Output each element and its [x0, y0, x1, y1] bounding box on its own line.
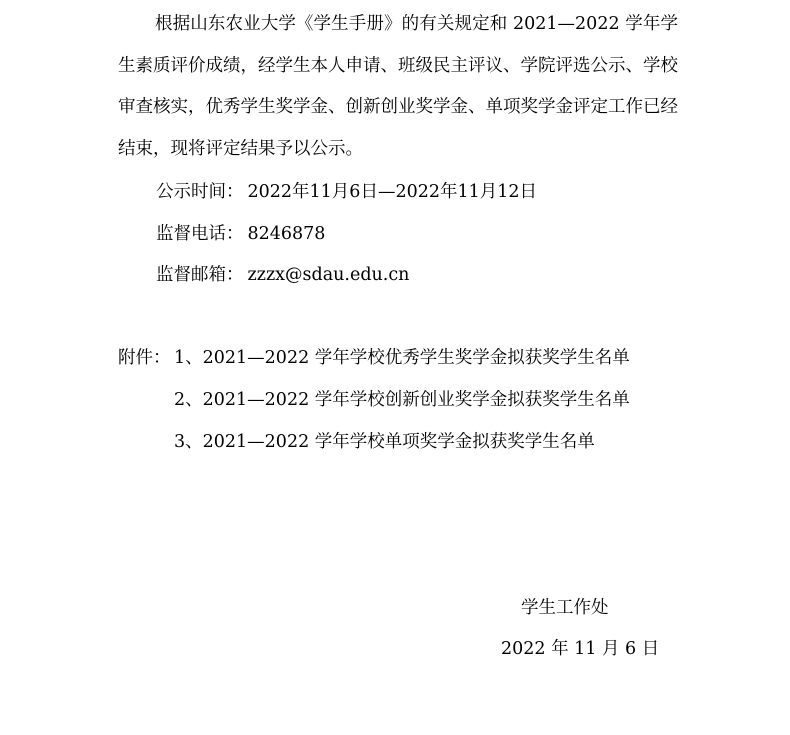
publicity-period-label: 公示时间： — [156, 182, 244, 202]
attachment-item: 3、2021—2022 学年学校单项奖学金拟获奖学生名单 — [174, 432, 595, 452]
supervision-phone-value: 8246878 — [247, 224, 326, 244]
publicity-period-value: 2022年11月6日—2022年11月12日 — [247, 182, 538, 202]
supervision-email-label: 监督邮箱： — [156, 265, 244, 285]
attachment-item: 2、2021—2022 学年学校创新创业奖学金拟获奖学生名单 — [174, 390, 630, 410]
supervision-phone — [156, 223, 325, 245]
attachment-item: 1、2021—2022 学年学校优秀学生奖学金拟获奖学生名单 — [174, 348, 630, 368]
signature-date: 2022 年 11 月 6 日 — [501, 639, 660, 659]
attachments-label: 附件： — [118, 348, 171, 368]
signature-department: 学生工作处 — [521, 598, 609, 618]
supervision-phone-label: 监督电话： — [156, 224, 244, 244]
notice-body-paragraph: 根据山东农业大学《学生手册》的有关规定和 2021—2022 学年学生素质评价成绩，经学生本人申请、班级民主评议、学院评选公示、学校审查核实，优秀学生奖学金、创新创业奖学金、单项奖学金评定工作已经结束，现将评定结果予以公示。 — [118, 14, 678, 159]
supervision-email — [156, 264, 409, 286]
supervision-email-value: zzzx@sdau.edu.cn — [247, 265, 410, 285]
publicity-period — [156, 181, 537, 203]
